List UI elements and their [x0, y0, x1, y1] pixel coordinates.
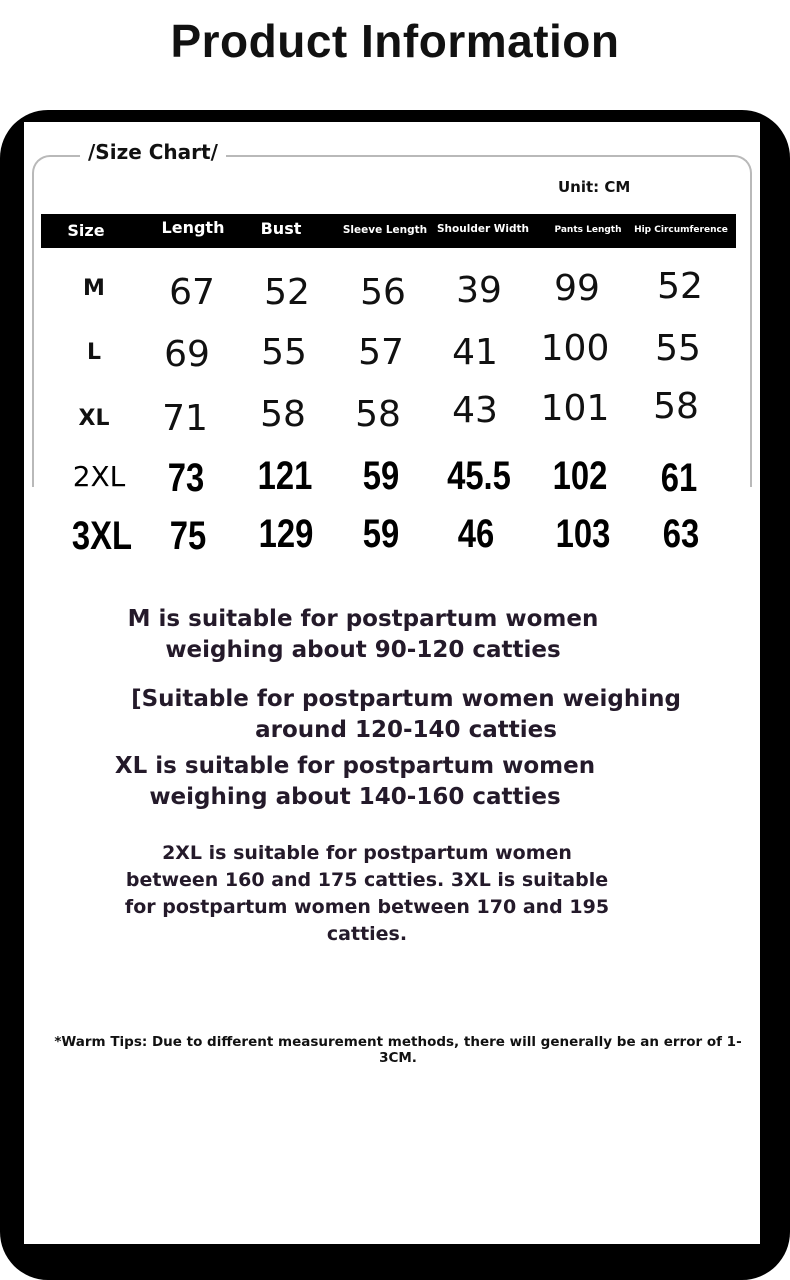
length-cell: 71	[162, 398, 208, 439]
fit-note-l: [Suitable for postpartum women weighing around 120-140 catties	[131, 686, 681, 743]
fit-note-m: M is suitable for postpartum women weighing about 90-120 catties	[127, 606, 599, 663]
header-hip-circumference: Hip Circumference	[634, 225, 728, 235]
hip-circumference-cell: 55	[655, 328, 701, 369]
fit-note-xl: XL is suitable for postpartum women weighing about 140-160 catties	[114, 753, 596, 810]
pants-length-cell: 99	[554, 268, 600, 309]
sleeve-length-cell: 57	[358, 332, 404, 373]
page-title: Product Information	[170, 15, 620, 67]
size-cell: 2XL	[72, 460, 126, 493]
size-chart-label: /Size Chart/	[80, 140, 226, 164]
bust-cell: 58	[260, 394, 306, 435]
pants-length-cell: 102	[552, 454, 608, 498]
shoulder-width-cell: 43	[452, 390, 498, 431]
shoulder-width-cell: 45.5	[447, 454, 511, 498]
sleeve-length-cell: 58	[355, 394, 401, 435]
header-bust: Bust	[260, 219, 302, 238]
header-shoulder-width: Shoulder Width	[437, 223, 529, 235]
shoulder-width-cell: 39	[456, 270, 502, 311]
unit-label: Unit: CM	[558, 178, 631, 196]
length-cell: 75	[169, 514, 207, 558]
header-sleeve-length: Sleeve Length	[342, 224, 428, 236]
header-pants-length: Pants Length	[554, 225, 622, 235]
size-cell: XL	[78, 406, 110, 431]
hip-circumference-cell: 63	[662, 512, 700, 556]
length-cell: 69	[164, 334, 210, 375]
hip-circumference-cell: 61	[660, 456, 698, 500]
hip-circumference-cell: 58	[653, 386, 699, 427]
size-cell: L	[86, 340, 102, 365]
pants-length-cell: 100	[540, 328, 610, 369]
hip-circumference-cell: 52	[657, 266, 703, 307]
header-size: Size	[67, 221, 105, 240]
pants-length-cell: 103	[555, 512, 611, 556]
shoulder-width-cell: 41	[452, 332, 498, 373]
bust-cell: 129	[258, 512, 314, 556]
fit-note-2xl-3xl: 2XL is suitable for postpartum women between 160 and 175 catties. 3XL is suitable for postpartum women between 170 and 195 catties.	[124, 842, 610, 945]
size-cell: 3XL	[71, 514, 133, 558]
bust-cell: 52	[264, 272, 310, 313]
sleeve-length-cell: 59	[362, 512, 400, 556]
pants-length-cell: 101	[540, 388, 610, 429]
size-table-header	[41, 214, 736, 248]
header-length: Length	[161, 218, 225, 237]
warm-tip: *Warm Tips: Due to different measurement methods, there will generally be an error of 1-3CM.	[54, 1034, 742, 1066]
length-cell: 67	[169, 272, 215, 313]
sleeve-length-cell: 59	[362, 454, 400, 498]
sleeve-length-cell: 56	[360, 272, 406, 313]
shoulder-width-cell: 46	[457, 512, 495, 556]
length-cell: 73	[167, 456, 205, 500]
size-cell: M	[83, 276, 105, 301]
bust-cell: 55	[261, 332, 307, 373]
bust-cell: 121	[257, 454, 313, 498]
